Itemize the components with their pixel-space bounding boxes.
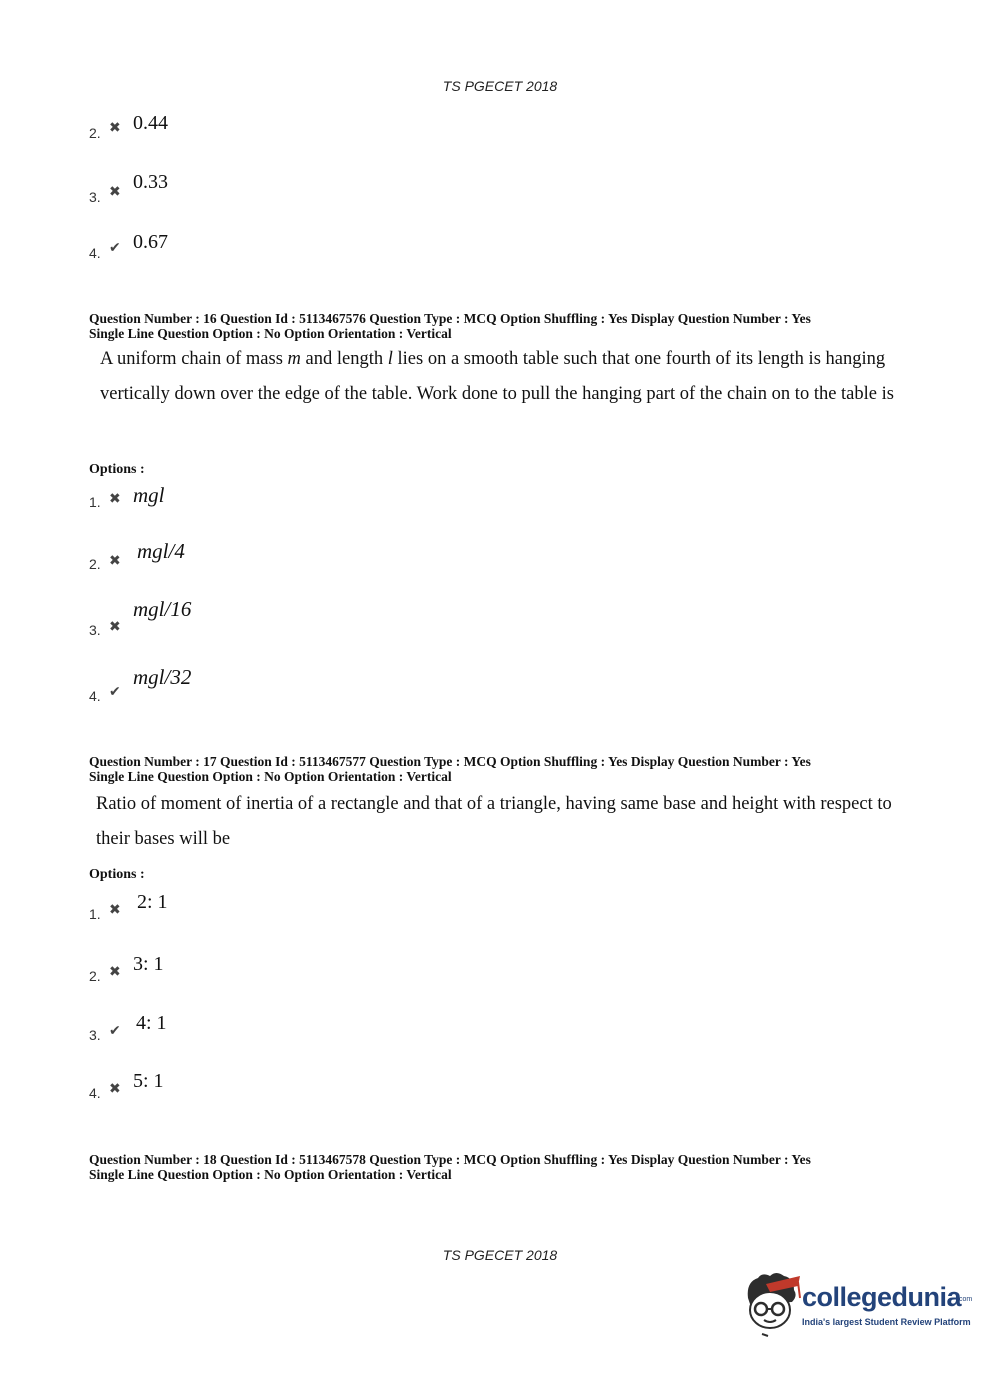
question-meta-line1: Question Number : 16 Question Id : 5113467576 Question Type : MCQ Option Shuffling : Yes Display Question Number : Yes	[89, 311, 811, 326]
wrong-icon: ✖	[109, 120, 121, 136]
options-label: Options :	[89, 867, 145, 882]
wrong-icon: ✖	[109, 1081, 121, 1097]
option-number: 1.	[89, 906, 101, 922]
correct-check-icon: ✔	[109, 240, 121, 256]
option-value: 2: 1	[137, 891, 168, 913]
option-value: 5: 1	[133, 1070, 164, 1092]
option-number: 4.	[89, 1085, 101, 1101]
question-meta	[89, 312, 811, 341]
option-value: 3: 1	[133, 953, 164, 975]
question-meta	[89, 1153, 811, 1182]
question-text: Ratio of moment of inertia of a rectangle and that of a triangle, having same base and height with respect to their bases will be	[96, 794, 892, 849]
correct-check-icon: ✔	[109, 684, 121, 700]
question-meta-line1: Question Number : 17 Question Id : 5113467577 Question Type : MCQ Option Shuffling : Yes Display Question Number : Yes	[89, 754, 811, 769]
mascot-icon	[740, 1268, 804, 1340]
option-value: mgl/16	[133, 597, 192, 621]
option-value: mgl/32	[133, 665, 192, 689]
option-number: 1.	[89, 494, 101, 510]
wrong-icon: ✖	[109, 964, 121, 980]
wrong-icon: ✖	[109, 902, 121, 918]
question-meta-line2: Single Line Question Option : No Option Orientation : Vertical	[89, 325, 452, 341]
logo-tagline: India's largest Student Review Platform	[802, 1317, 971, 1327]
option-value: mgl/4	[137, 539, 185, 563]
option-number: 3.	[89, 189, 101, 205]
option-number: 4.	[89, 688, 101, 704]
option-number: 2.	[89, 125, 101, 141]
option-value: 0.44	[133, 112, 168, 134]
correct-check-icon: ✔	[109, 1023, 121, 1039]
option-value: mgl	[133, 483, 165, 507]
question-meta-line1: Question Number : 18 Question Id : 5113467578 Question Type : MCQ Option Shuffling : Yes Display Question Number : Yes	[89, 1152, 811, 1167]
page-footer: TS PGECET 2018	[442, 1247, 558, 1263]
wrong-icon: ✖	[109, 491, 121, 507]
question-meta-line2: Single Line Question Option : No Option Orientation : Vertical	[89, 1166, 452, 1182]
question-meta-line2: Single Line Question Option : No Option Orientation : Vertical	[89, 768, 452, 784]
option-value: 4: 1	[136, 1012, 167, 1034]
option-number: 4.	[89, 245, 101, 261]
option-number: 2.	[89, 968, 101, 984]
option-value: 0.33	[133, 171, 168, 193]
question-text: A uniform chain of mass m and length l lies on a smooth table such that one fourth of its length is hanging vertically down over the edge of the table. Work done to pull the hanging part of the chain on to the table is	[100, 349, 894, 404]
option-value: 0.67	[133, 231, 168, 253]
option-number: 2.	[89, 556, 101, 572]
options-label: Options :	[89, 462, 145, 477]
option-number: 3.	[89, 622, 101, 638]
option-number: 3.	[89, 1027, 101, 1043]
page-header: TS PGECET 2018	[442, 78, 558, 94]
logo-domain: .com	[957, 1296, 973, 1303]
wrong-icon: ✖	[109, 619, 121, 635]
wrong-icon: ✖	[109, 184, 121, 200]
logo-wordmark: collegedunia	[802, 1282, 962, 1312]
question-meta	[89, 755, 811, 784]
wrong-icon: ✖	[109, 553, 121, 569]
collegedunia-logo[interactable]	[740, 1268, 973, 1340]
